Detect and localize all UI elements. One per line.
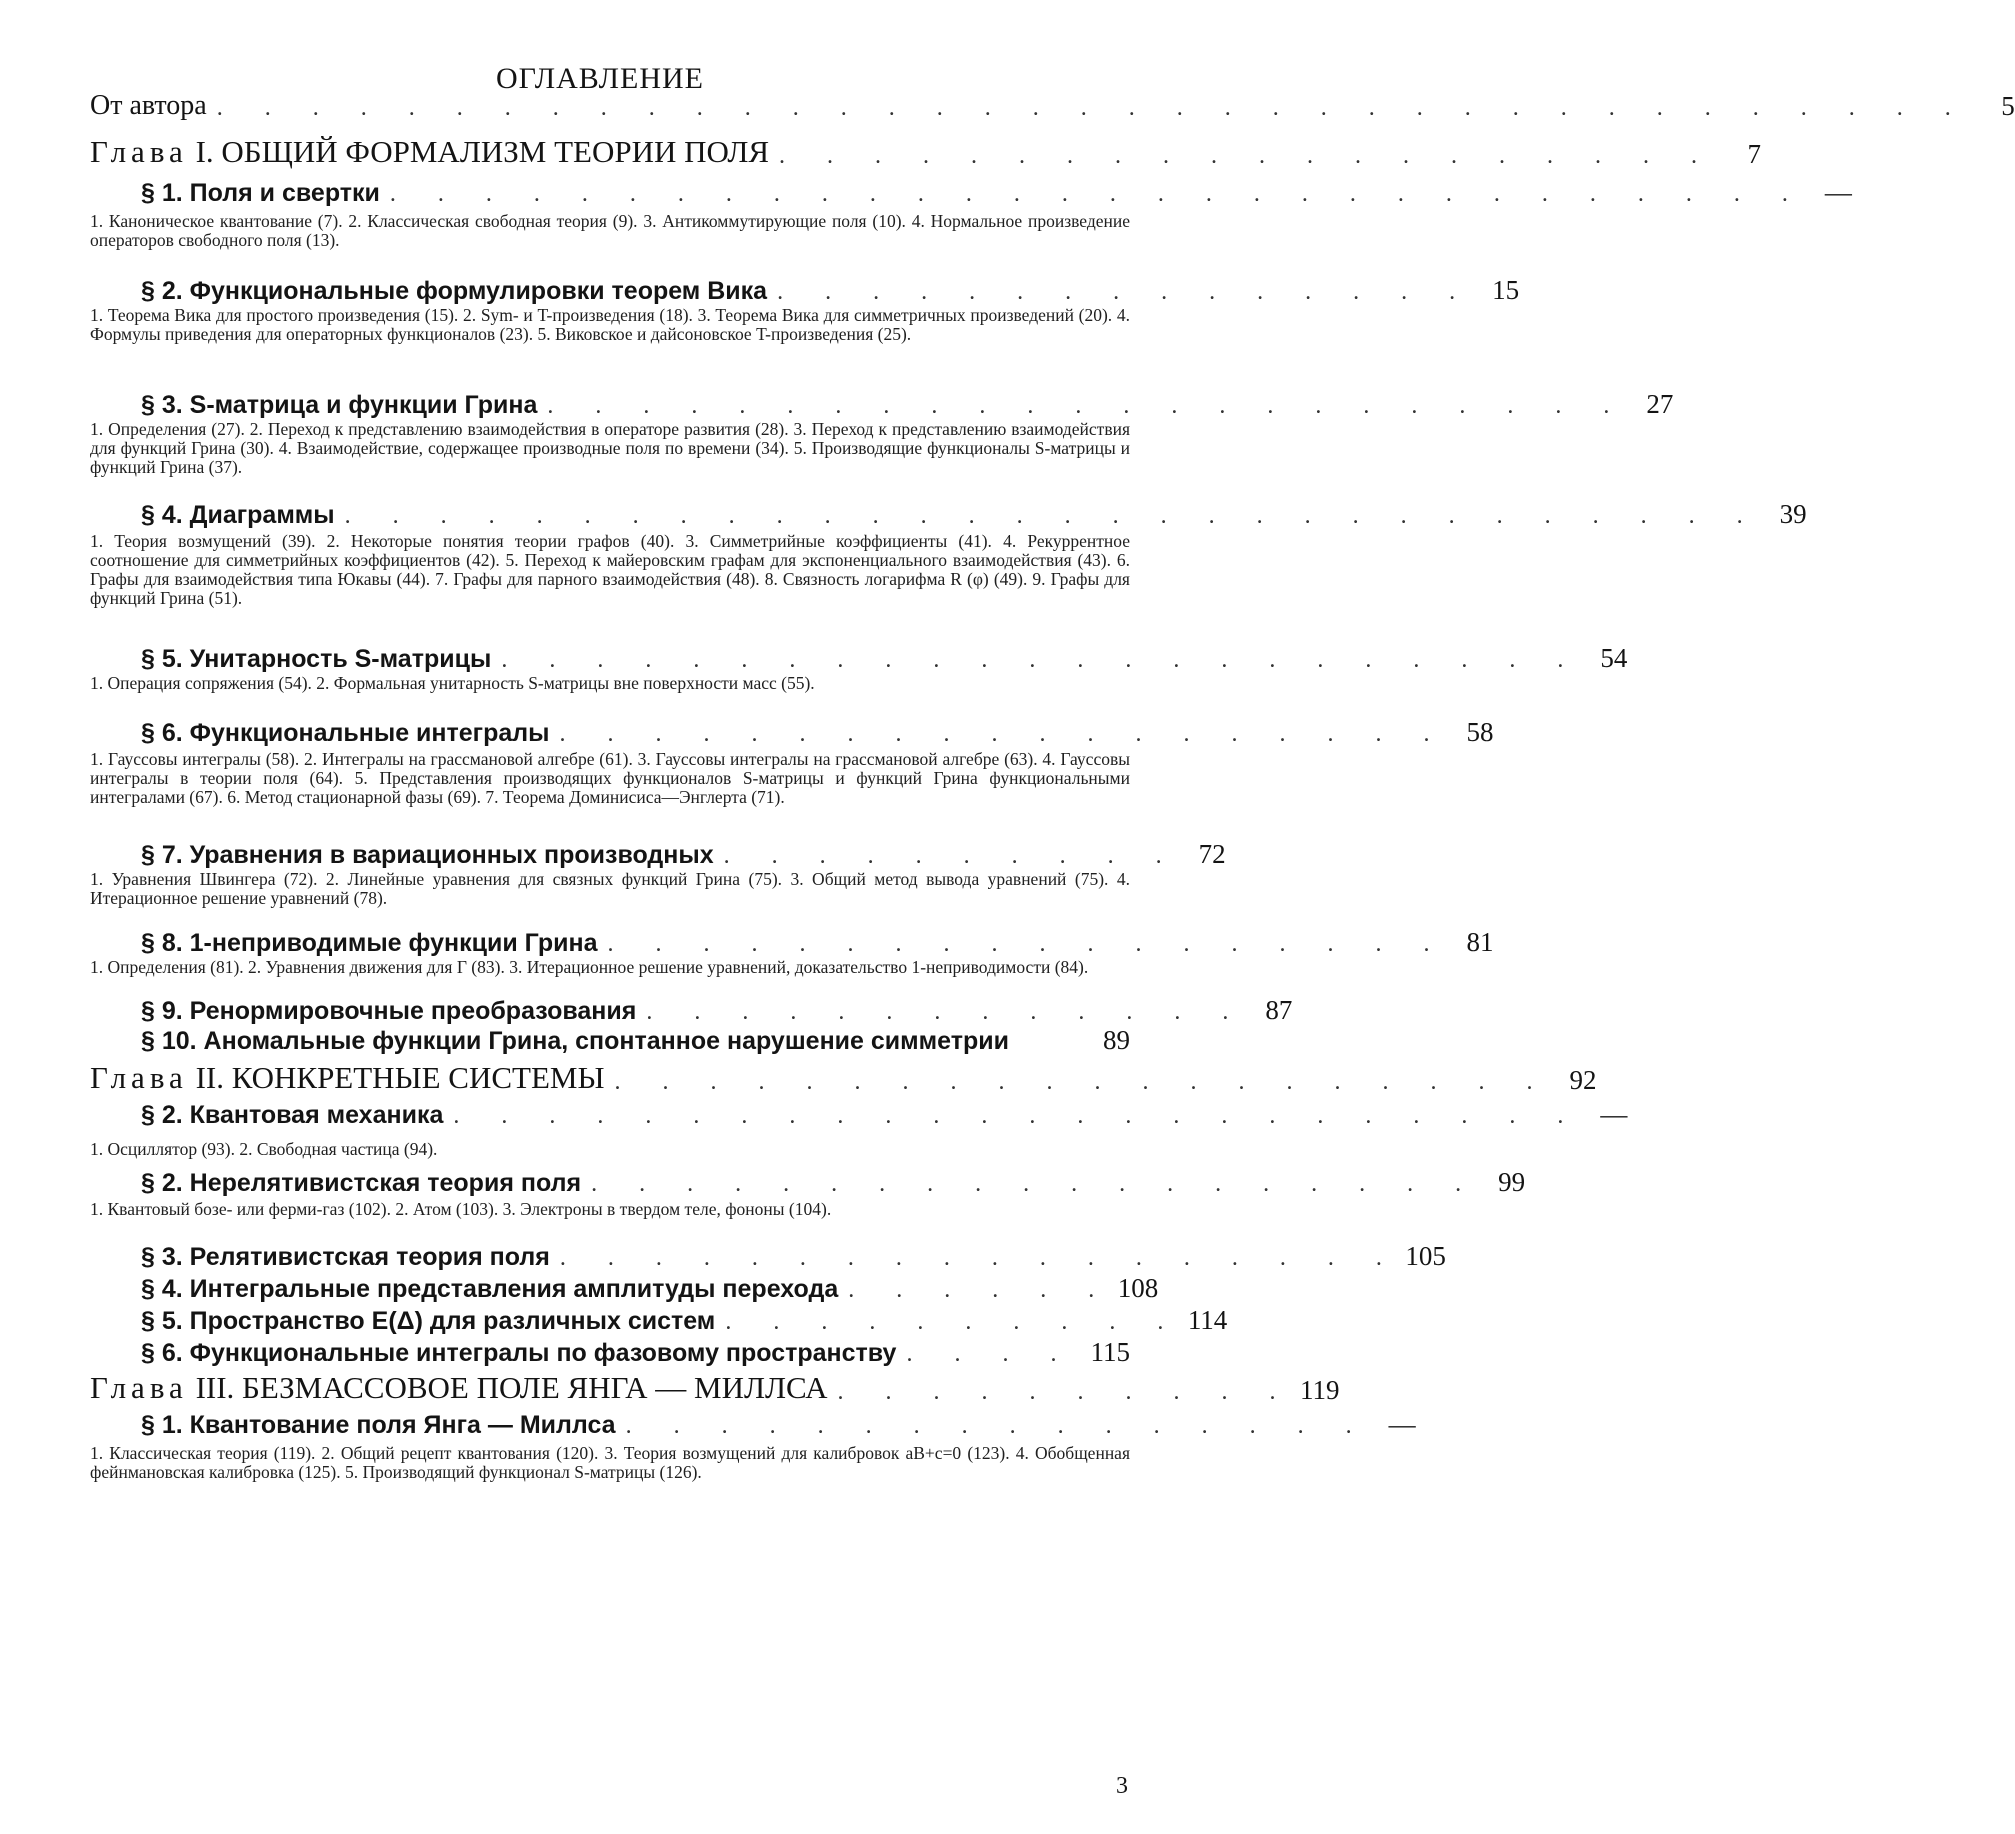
dot-leader: . . . . . . . . . . . . . . . . . . . . . . . xyxy=(501,647,1582,673)
toc-section-2-2[interactable] xyxy=(141,1162,1526,1198)
chapter-label: Глава I. ОБЩИЙ ФОРМАЛИЗМ ТЕОРИИ ПОЛЯ xyxy=(90,134,770,169)
section-label: § 1. Поля и свертки xyxy=(141,179,380,207)
dot-leader: . . . . . . . . . . . . . . . . . . xyxy=(559,1245,1400,1271)
section-label: § 9. Ренормировочные преобразования xyxy=(141,997,637,1025)
dot-leader: . . . . . . . . . . . . . . . xyxy=(777,279,1474,305)
page-ref: 54 xyxy=(1600,643,1628,673)
section-label: § 3. S-матрица и функции Грина xyxy=(141,391,538,419)
page-ref: — xyxy=(1824,177,1852,207)
toc-chapter-2[interactable] xyxy=(90,1060,1597,1096)
section-label: § 6. Функциональные интегралы по фазовому пространству xyxy=(141,1339,897,1367)
section-description: 1. Операция сопряжения (54). 2. Формальная унитарность S-матрицы вне поверхности масс (55). xyxy=(90,673,815,693)
page-ref: 92 xyxy=(1569,1065,1597,1095)
entry-label: От автора xyxy=(90,90,207,121)
page-ref: 115 xyxy=(1090,1337,1130,1367)
dot-leader: . . . . . . . . . . . . . . . . . . . . . . . . xyxy=(453,1103,1582,1129)
page-ref: 87 xyxy=(1265,995,1293,1025)
chapter-label: Глава II. КОНКРЕТНЫЕ СИСТЕМЫ xyxy=(90,1060,605,1095)
page-ref: — xyxy=(1388,1409,1416,1439)
section-description: 1. Квантовый бозе- или ферми-газ (102). 2. Атом (103). 3. Электроны в твердом теле, фононы (104). xyxy=(90,1199,832,1219)
dot-leader: . . . . . . . . . . . . . xyxy=(646,999,1247,1025)
toc-section-2-5[interactable] xyxy=(141,1300,1228,1336)
dot-leader: . . . . . . . . . . . . . . . . . . . xyxy=(559,721,1448,747)
section-label: § 5. Унитарность S-матрицы xyxy=(141,645,492,673)
page-ref: — xyxy=(1600,1099,1628,1129)
toc-chapter-1[interactable] xyxy=(90,134,1762,170)
toc-section-2-6[interactable] xyxy=(141,1332,1130,1368)
dot-leader: . . . . . . . . . . . . . . . . . . . . . . . . . . . . . . . . . . . . . xyxy=(216,95,1969,121)
chapter-label: Глава III. БЕЗМАССОВОЕ ПОЛЕ ЯНГА — МИЛЛСА xyxy=(90,1370,828,1405)
section-description: 1. Осциллятор (93). 2. Свободная частица (94). xyxy=(90,1139,438,1159)
toc-section-1-2[interactable] xyxy=(141,270,1520,306)
dot-leader: . . . . . . . . . . . . . . . . . . . . . . . . . . . . . . xyxy=(344,503,1761,529)
section-description: 1. Определения (81). 2. Уравнения движения для Г (83). 3. Итерационное решение уравнений, доказательство 1-неприводимости (84). xyxy=(90,957,1089,977)
toc-section-1-4[interactable] xyxy=(141,494,1807,530)
dot-leader: . . . . . . . . . . . . . . . . xyxy=(625,1413,1370,1439)
section-label: § 4. Диаграммы xyxy=(141,501,335,529)
section-description: 1. Каноническое квантование (7). 2. Классическая свободная теория (9). 3. Антикоммутирующие поля (10). 4. Нормальное произведение операторов свободного поля (13). xyxy=(90,211,1130,250)
section-description: 1. Гауссовы интегралы (58). 2. Интегралы на грассмановой алгебре (61). 3. Гауссовы интегралы на грассмановой алгебре (63). 4. Гауссовы интегралы в теории поля (64). 5. Представления производящих функционалов S-матрицы и функций Грина функциональными интегралами (67). 6. Метод стационарной фазы (69). 7. Теорема Доминисиса—Энглерта (71). xyxy=(90,749,1130,807)
page-ref: 39 xyxy=(1779,499,1807,529)
section-label: § 7. Уравнения в вариационных производных xyxy=(141,841,714,869)
toc-section-1-7[interactable] xyxy=(141,834,1226,870)
toc-section-1-6[interactable] xyxy=(141,712,1494,748)
page-ref: 27 xyxy=(1646,389,1674,419)
dot-leader: . . . . . . xyxy=(848,1277,1113,1303)
section-label: § 2. Функциональные формулировки теорем Вика xyxy=(141,277,768,305)
section-description: 1. Уравнения Швингера (72). 2. Линейные уравнения для связных функций Грина (75). 3. Общий метод вывода уравнений (75). 4. Итерационное решение уравнений (78). xyxy=(90,869,1130,908)
page-ref: 99 xyxy=(1498,1167,1526,1197)
toc-section-2-3[interactable] xyxy=(141,1236,1446,1272)
dot-leader: . . . . . . . . . . . . . . . . . . . . . . . . . . . . . . xyxy=(389,181,1806,207)
section-description: 1. Классическая теория (119). 2. Общий рецепт квантования (120). 3. Теория возмущений для калибровок aB+c=0 (123). 4. Обобщенная фейнмановская калибровка (125). 5. Производящий функционал S-матрицы (126). xyxy=(90,1443,1130,1482)
page-title: ОГЛАВЛЕНИЕ xyxy=(496,62,704,95)
page-ref: 58 xyxy=(1466,717,1494,747)
page-ref: 89 xyxy=(1103,1025,1130,1055)
toc-section-1-3[interactable] xyxy=(141,384,1674,420)
dot-leader: . . . . . . . . . . . . . . . . . . xyxy=(607,931,1448,957)
page-ref: 114 xyxy=(1187,1305,1228,1335)
toc-section-1-5[interactable] xyxy=(141,638,1628,674)
page-ref: 119 xyxy=(1300,1375,1340,1405)
section-description: 1. Теорема Вика для простого произведения (15). 2. Sym- и T-произведения (18). 3. Теорема Вика для симметричных произведений (20). 4. Формулы приведения для операторных функционалов (23). 5. Виковское и дайсоновское T-произведения (25). xyxy=(90,305,1130,344)
section-label: § 3. Релятивистская теория поля xyxy=(141,1243,550,1271)
toc-section-2-4[interactable] xyxy=(141,1268,1159,1304)
section-label: § 1. Квантование поля Янга — Миллса xyxy=(141,1411,616,1439)
page-ref: 7 xyxy=(1747,139,1762,169)
toc-section-1-8[interactable] xyxy=(141,922,1494,958)
section-description: 1. Определения (27). 2. Переход к представлению взаимодействия в операторе развития (28). 3. Переход к представлению взаимодействия для функций Грина (30). 4. Взаимодействие, содержащее производные поля по времени (34). 5. Производящие функционалы S-матрицы и функций Грина (37). xyxy=(90,419,1130,477)
section-label: § 2. Нерелятивистская теория поля xyxy=(141,1169,582,1197)
section-label: § 6. Функциональные интегралы xyxy=(141,719,550,747)
page-ref: 15 xyxy=(1492,275,1520,305)
page-ref: 5 xyxy=(2001,91,2015,121)
dot-leader: . . . . . . . . . . . . . . . . . . . xyxy=(591,1171,1480,1197)
dot-leader: . . . . . . . . . . xyxy=(723,843,1180,869)
dot-leader: . . . . xyxy=(906,1341,1075,1367)
dot-leader: . . . . . . . . . . . . . . . . . . . . . . . xyxy=(547,393,1628,419)
section-label: § 2. Квантовая механика xyxy=(141,1101,444,1129)
dot-leader: . . . . . . . . . . . . . . . . . . . . xyxy=(614,1069,1551,1095)
toc-entry-foreword[interactable] xyxy=(90,86,2015,122)
toc-section-3-1[interactable] xyxy=(141,1404,1416,1440)
toc-section-2-1[interactable] xyxy=(141,1094,1628,1130)
section-description: 1. Теория возмущений (39). 2. Некоторые понятия теории графов (40). 3. Симметрийные коэффициенты (41). 4. Рекуррентное соотношение для симметрийных коэффициентов (42). 5. Переход к майеровским графам для экспоненциального взаимодействия (43). 6. Графы для взаимодействия типа Юкавы (44). 7. Графы для парного взаимодействия (48). 8. Связность логарифма R (φ) (49). 9. Графы для функций Грина (51). xyxy=(90,531,1130,608)
toc-section-1-10[interactable] xyxy=(141,1020,1130,1056)
page-number: 3 xyxy=(1116,1773,1128,1799)
section-label: § 5. Пространство E(Δ) для различных систем xyxy=(141,1307,716,1335)
page-ref: 72 xyxy=(1198,839,1226,869)
toc-chapter-3[interactable] xyxy=(90,1370,1340,1406)
dot-leader: . . . . . . . . . . xyxy=(725,1309,1182,1335)
section-label: § 4. Интегральные представления амплитуды перехода xyxy=(141,1275,839,1303)
section-label: § 10. Аномальные функции Грина, спонтанное нарушение симметрии xyxy=(141,1027,1009,1055)
toc-section-1-1[interactable] xyxy=(141,172,1852,208)
page-ref: 108 xyxy=(1117,1273,1159,1303)
dot-leader: . . . . . . . . . . . . . . . . . . . . xyxy=(779,143,1716,169)
page-ref: 81 xyxy=(1466,927,1494,957)
section-label: § 8. 1-неприводимые функции Грина xyxy=(141,929,598,957)
page-ref: 105 xyxy=(1405,1241,1446,1271)
dot-leader: . . . . . . . . . . xyxy=(837,1379,1294,1405)
